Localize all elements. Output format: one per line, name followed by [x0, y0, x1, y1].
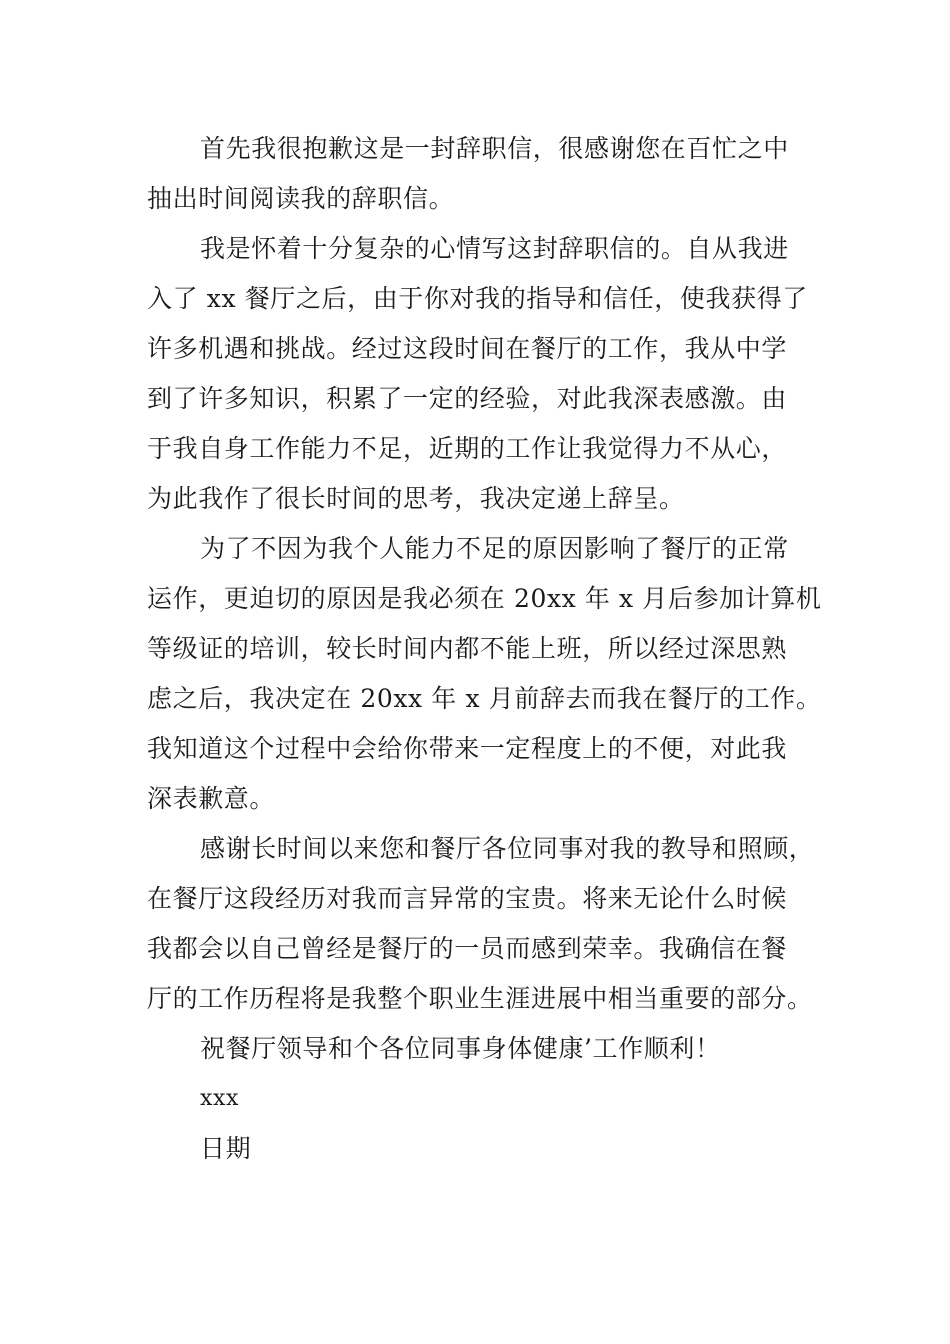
letter-line: 厅的工作历程将是我整个职业生涯进展中相当重要的部分。 — [147, 984, 813, 1013]
letter-signature: xxx — [200, 1086, 240, 1111]
letter-closing: 祝餐厅领导和个各位同事身体健康’工作顺利！ — [200, 1034, 721, 1063]
letter-line: 感谢长时间以来您和餐厅各位同事对我的教导和照顾， — [200, 834, 815, 863]
letter-line: 运作，更迫切的原因是我必须在 20xx 年 x 月后参加计算机 — [147, 584, 822, 613]
letter-line: 于我自身工作能力不足，近期的工作让我觉得力不从心， — [147, 434, 788, 463]
letter-line: 入了 xx 餐厅之后，由于你对我的指导和信任，使我获得了 — [147, 284, 808, 313]
letter-line: 虑之后，我决定在 20xx 年 x 月前辞去而我在餐厅的工作。 — [147, 684, 822, 713]
letter-line: 在餐厅这段经历对我而言异常的宝贵。将来无论什么时候 — [147, 884, 788, 913]
resignation-letter — [147, 124, 822, 1174]
letter-line: 我知道这个过程中会给你带来一定程度上的不便，对此我 — [147, 734, 788, 763]
letter-line: 为了不因为我个人能力不足的原因影响了餐厅的正常 — [200, 534, 789, 563]
letter-line: 到了许多知识，积累了一定的经验，对此我深表感激。由 — [147, 384, 788, 413]
letter-line: 许多机遇和挑战。经过这段时间在餐厅的工作，我从中学 — [147, 334, 788, 363]
letter-line: 我是怀着十分复杂的心情写这封辞职信的。自从我进 — [200, 234, 789, 263]
letter-line: 深表歉意。 — [147, 784, 276, 813]
letter-line: 抽出时间阅读我的辞职信。 — [147, 184, 455, 213]
letter-line: 等级证的培训，较长时间内都不能上班，所以经过深思熟 — [147, 634, 788, 663]
letter-line: 首先我很抱歉这是一封辞职信，很感谢您在百忙之中 — [200, 134, 789, 163]
letter-date: 日期 — [200, 1134, 252, 1163]
letter-line: 为此我作了很长时间的思考，我决定递上辞呈。 — [147, 484, 685, 513]
letter-line: 我都会以自己曾经是餐厅的一员而感到荣幸。我确信在餐 — [147, 934, 788, 963]
